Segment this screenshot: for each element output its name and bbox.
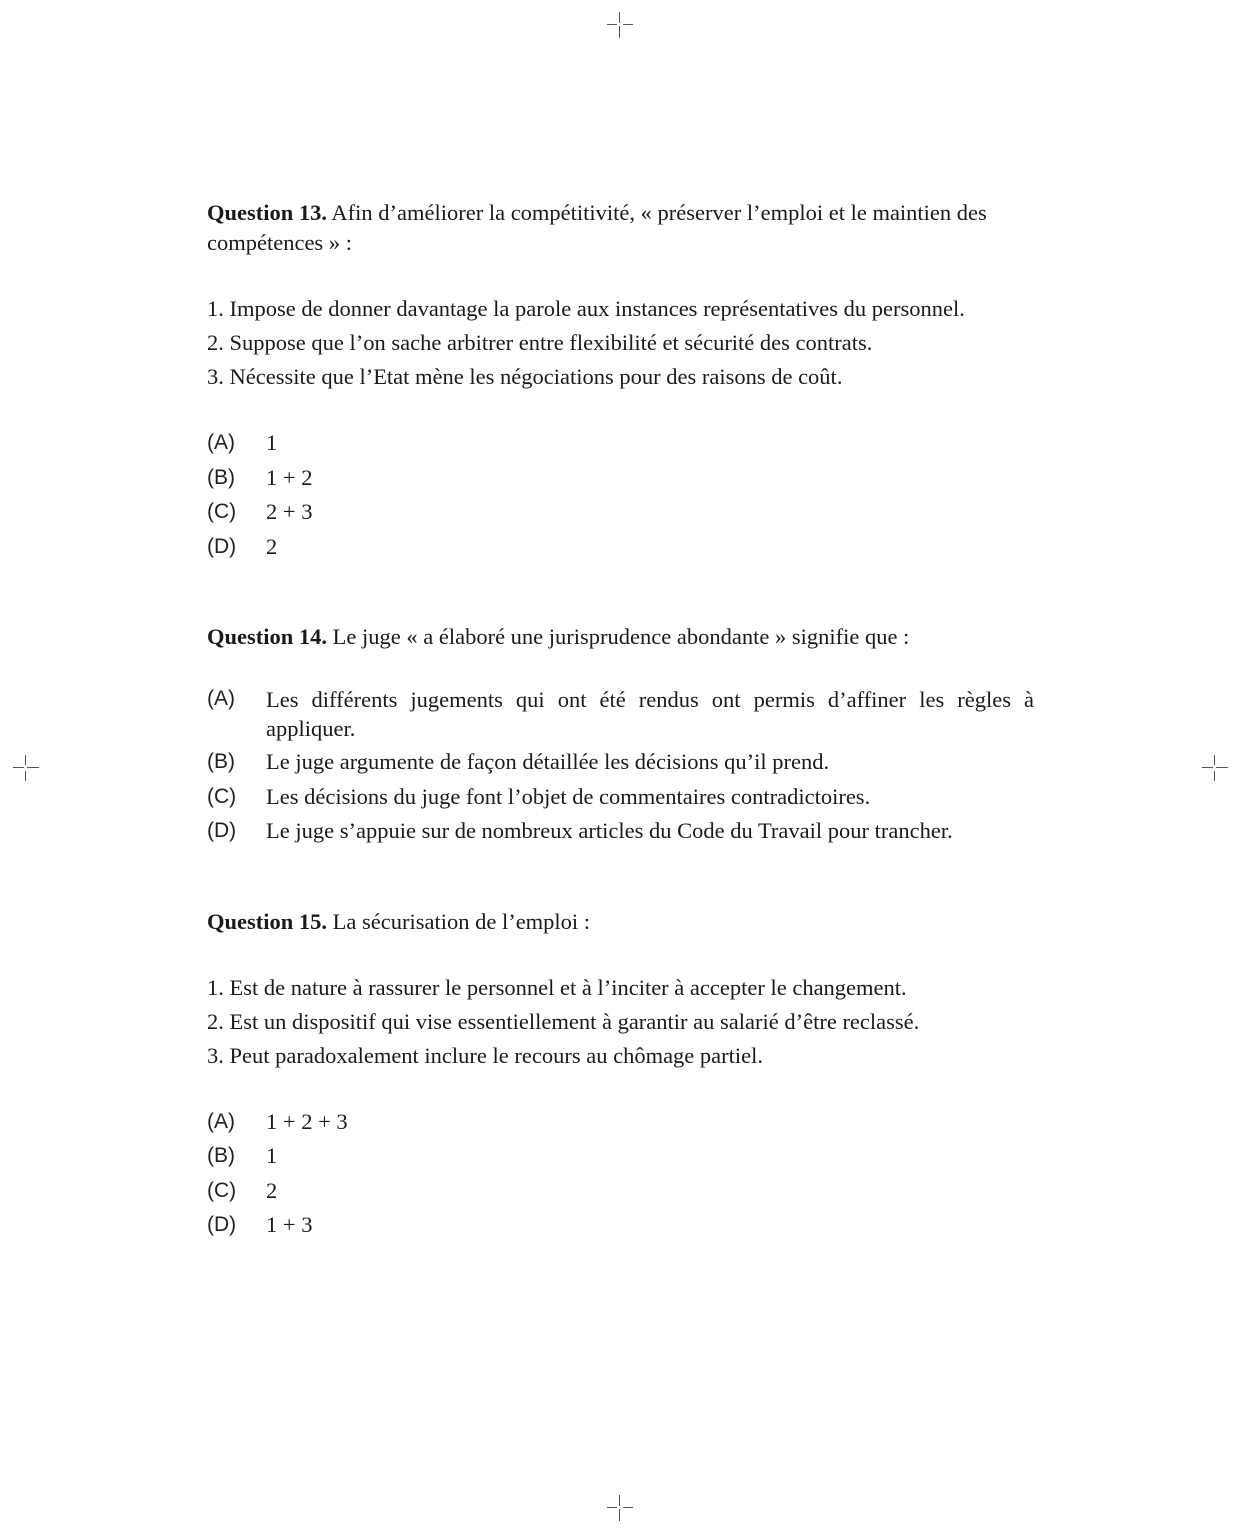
answer-option-d[interactable] bbox=[207, 814, 1034, 849]
question-13-options bbox=[207, 426, 1034, 564]
answer-option-d[interactable] bbox=[207, 1208, 1034, 1243]
answer-option-a[interactable] bbox=[207, 682, 1034, 745]
option-letter: (B) bbox=[207, 750, 235, 773]
statement: 3. Peut paradoxalement inclure le recours au chômage partiel. bbox=[207, 1042, 764, 1068]
question-15-label: Question 15. bbox=[207, 908, 328, 934]
question-15 bbox=[207, 907, 1034, 1243]
option-text: 2 bbox=[266, 533, 278, 559]
crop-mark-left bbox=[13, 755, 39, 781]
option-text: 1 + 2 + 3 bbox=[266, 1108, 348, 1134]
answer-option-a[interactable] bbox=[207, 426, 1034, 461]
option-text: Le juge argumente de façon détaillée les décisions qu’il prend. bbox=[266, 749, 830, 774]
option-text: 1 bbox=[266, 430, 278, 455]
answer-option-c[interactable] bbox=[207, 780, 1034, 815]
answer-option-c[interactable] bbox=[207, 1174, 1034, 1209]
option-letter: (A) bbox=[207, 1109, 235, 1133]
option-letter: (C) bbox=[207, 1178, 237, 1202]
option-text: 2 + 3 bbox=[266, 499, 313, 524]
crop-mark-right bbox=[1202, 755, 1228, 781]
option-letter: (A) bbox=[207, 431, 235, 454]
question-14-options bbox=[207, 682, 1034, 849]
page-content bbox=[207, 198, 1034, 1243]
question-13-statements bbox=[207, 292, 1034, 394]
question-14-label: Question 14. bbox=[207, 624, 328, 649]
question-13 bbox=[207, 198, 1034, 564]
statement: 2. Est un dispositif qui vise essentiellement à garantir au salarié d’être reclassé. bbox=[207, 1008, 920, 1034]
question-15-options bbox=[207, 1105, 1034, 1243]
statement: 1. Est de nature à rassurer le personnel et à l’inciter à accepter le changement. bbox=[207, 974, 907, 1000]
crop-mark-bottom bbox=[607, 1495, 633, 1521]
answer-option-d[interactable] bbox=[207, 530, 1034, 565]
question-14 bbox=[207, 622, 1034, 849]
statement: 3. Nécessite que l’Etat mène les négociations pour des raisons de coût. bbox=[207, 364, 843, 389]
statement: 2. Suppose que l’on sache arbitrer entre flexibilité et sécurité des contrats. bbox=[207, 330, 873, 355]
option-letter: (D) bbox=[207, 1213, 237, 1236]
question-13-text: Afin d’améliorer la compétitivité, « préserver l’emploi et le maintien des compétences » : bbox=[207, 200, 987, 255]
question-14-text: Le juge « a élaboré une jurisprudence abondante » signifie que : bbox=[327, 624, 910, 649]
answer-option-c[interactable] bbox=[207, 495, 1034, 530]
statement: 1. Impose de donner davantage la parole aux instances représentatives du personnel. bbox=[207, 296, 965, 321]
option-letter: (C) bbox=[207, 500, 237, 523]
option-letter: (B) bbox=[207, 1144, 235, 1167]
option-text: 1 + 3 bbox=[266, 1212, 313, 1237]
answer-option-b[interactable] bbox=[207, 745, 1034, 780]
answer-option-b[interactable] bbox=[207, 461, 1034, 496]
option-text: 1 bbox=[266, 1143, 278, 1168]
question-13-prompt bbox=[207, 198, 1034, 258]
option-letter: (B) bbox=[207, 465, 235, 489]
answer-option-a[interactable] bbox=[207, 1105, 1034, 1140]
option-letter: (C) bbox=[207, 784, 237, 808]
question-15-statements bbox=[207, 971, 1034, 1073]
option-text: 2 bbox=[266, 1177, 278, 1203]
question-15-prompt bbox=[207, 907, 1034, 937]
option-text: 1 + 2 bbox=[266, 464, 313, 490]
crop-mark-top bbox=[607, 12, 633, 38]
option-letter: (A) bbox=[207, 687, 235, 710]
option-text: Les différents jugements qui ont été rendus ont permis d’affiner les règles à appliquer. bbox=[266, 687, 1034, 741]
question-14-prompt bbox=[207, 622, 1034, 652]
option-text: Les décisions du juge font l’objet de commentaires contradictoires. bbox=[266, 783, 871, 809]
answer-option-b[interactable] bbox=[207, 1139, 1034, 1174]
question-15-text: La sécurisation de l’emploi : bbox=[327, 908, 591, 934]
option-text: Le juge s’appuie sur de nombreux articles du Code du Travail pour trancher. bbox=[266, 818, 953, 843]
question-13-label: Question 13. bbox=[207, 200, 328, 225]
option-letter: (D) bbox=[207, 534, 237, 558]
option-letter: (D) bbox=[207, 819, 237, 842]
